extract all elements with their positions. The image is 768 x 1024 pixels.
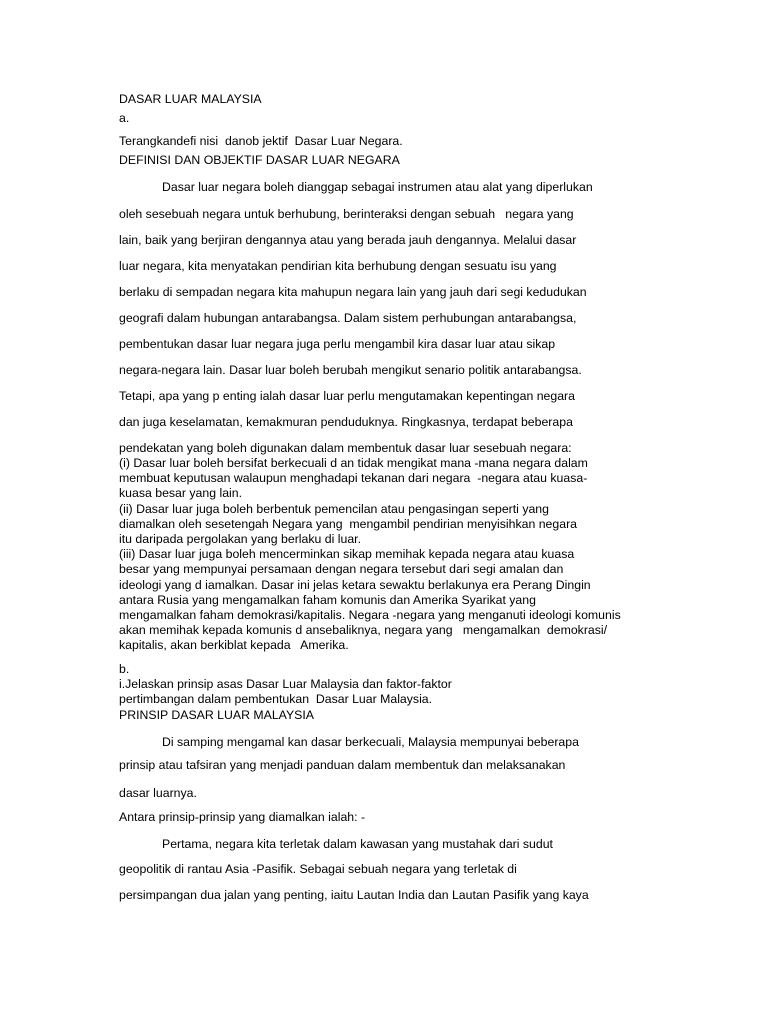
section-a-list-line-2: membuat keputusan walaupun menghadapi tekanan dari negara -negara atau kuasa- [119,471,588,486]
section-a-list-line-8: besar yang mempunyai persamaan dengan negara tersebut dari segi amalan dan [119,562,564,577]
section-a-list-line-13: kapitalis, akan berkiblat kepada Amerika. [119,638,349,653]
section-b-title: PRINSIP DASAR LUAR MALAYSIA [119,708,314,722]
section-a-paragraph-line-10: dan juga keselamatan, kemakmuran penduduknya. Ringkasnya, terdapat beberapa [119,415,573,429]
section-a-list-line-11: mengamalkan faham demokrasi/kapitalis. Negara -negara yang menganuti ideologi komunis [119,608,621,622]
section-a-paragraph-line-7: pembentukan dasar luar negara juga perlu mengambil kira dasar luar atau sikap [119,337,556,351]
section-b-paragraph-1-line-3: dasar luarnya. [119,786,197,800]
section-a-paragraph-line-1: Dasar luar negara boleh dianggap sebagai instrumen atau alat yang diperlukan [162,180,593,194]
section-b-question-line-2: pertimbangan dalam pembentukan Dasar Luar Malaysia. [119,692,433,706]
section-a-paragraph-line-3: lain, baik yang berjiran dengannya atau yang berada jauh dengannya. Melalui dasar [119,233,577,247]
section-a-paragraph-line-11: pendekatan yang boleh digunakan dalam membentuk dasar luar sesebuah negara: [119,441,572,455]
section-a-list-line-4: (ii) Dasar luar juga boleh berbentuk pemencilan atau pengasingan seperti yang [119,501,549,516]
section-a-paragraph-line-2: oleh sesebuah negara untuk berhubung, berinteraksi dengan sebuah negara yang [119,207,574,221]
section-a-paragraph-line-8: negara-negara lain. Dasar luar boleh berubah mengikut senario politik antarabangsa. [119,363,582,377]
section-a-list-line-3: kuasa besar yang lain. [119,486,243,501]
section-a-list-line-12: akan memihak kepada komunis d ansebaliknya, negara yang mengamalkan demokrasi/ [119,623,608,638]
section-a-paragraph-line-4: luar negara, kita menyatakan pendirian kita berhubung dengan sesuatu isu yang [119,259,557,273]
section-a-question: Terangkandefi nisi danob jektif Dasar Luar Negara. [119,134,403,148]
section-b-intro: Antara prinsip-prinsip yang diamalkan ialah: - [119,810,366,824]
section-a-list-line-6: itu daripada pergolakan yang berlaku di luar. [119,532,362,546]
section-a-title: DEFINISI DAN OBJEKTIF DASAR LUAR NEGARA [119,153,400,167]
section-a-list-line-5: diamalkan oleh sesetengah Negara yang mengambil pendirian menyisihkan negara [119,516,578,531]
section-b-paragraph-1-line-2: prinsip atau tafsiran yang menjadi panduan dalam membentuk dan melaksanakan [119,758,566,772]
section-a-marker: a. [119,111,130,125]
section-a-list-line-7: (iii) Dasar luar juga boleh mencerminkan sikap memihak kepada negara atau kuasa [119,547,575,562]
section-a-list-line-9: ideologi yang d iamalkan. Dasar ini jelas ketara sewaktu berlakunya era Perang Dingin [119,577,591,592]
section-b-paragraph-2-line-3: persimpangan dua jalan yang penting, iaitu Lautan India dan Lautan Pasifik yang kaya [119,888,589,902]
section-b-paragraph-2-line-2: geopolitik di rantau Asia -Pasifik. Sebagai sebuah negara yang terletak di [119,862,517,876]
section-a-list-line-1: (i) Dasar luar boleh bersifat berkecuali d an tidak mengikat mana -mana negara dalam [119,456,588,470]
section-a-list-line-10: antara Rusia yang mengamalkan faham komunis dan Amerika Syarikat yang [119,592,536,607]
section-a-paragraph-line-5: berlaku di sempadan negara kita mahupun negara lain yang jauh dari segi kedudukan [119,285,587,299]
section-b-marker: b. [119,662,130,676]
section-a-paragraph-line-6: geografi dalam hubungan antarabangsa. Dalam sistem perhubungan antarabangsa, [119,311,577,325]
section-b-question-line-1: i.Jelaskan prinsip asas Dasar Luar Malaysia dan faktor-faktor [119,677,452,691]
section-b-paragraph-1-line-1: Di samping mengamal kan dasar berkecuali, Malaysia mempunyai beberapa [162,735,579,749]
section-a-paragraph-line-9: Tetapi, apa yang p enting ialah dasar luar perlu mengutamakan kepentingan negara [119,389,575,403]
section-b-paragraph-2-line-1: Pertama, negara kita terletak dalam kawasan yang mustahak dari sudut [162,837,553,851]
document-heading: DASAR LUAR MALAYSIA [119,92,262,106]
